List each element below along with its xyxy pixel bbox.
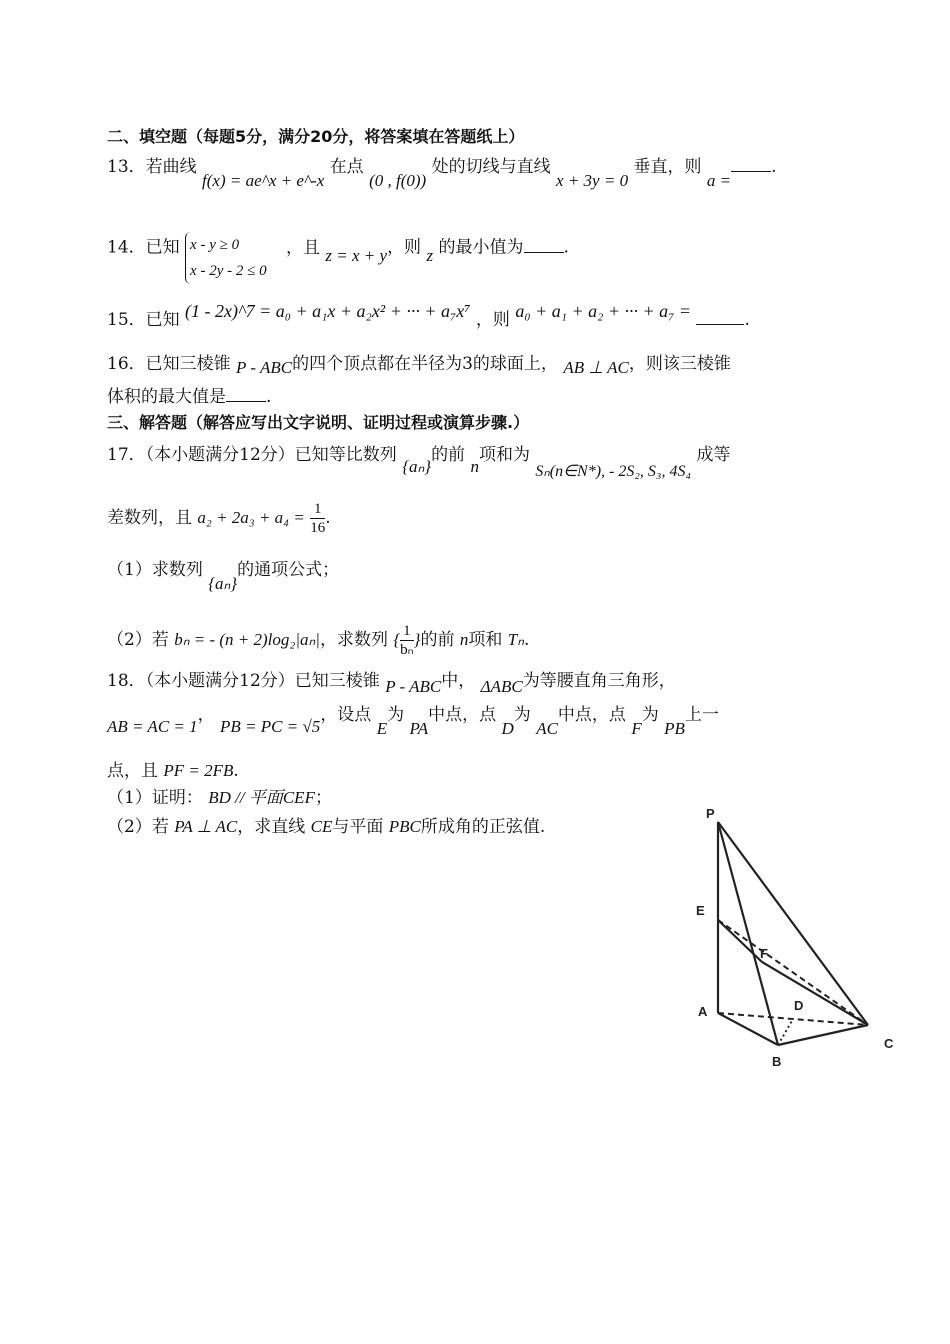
- q18-p2-text: （2）若: [107, 817, 169, 837]
- q17-p1-text: （1）求数列: [107, 560, 203, 580]
- q17-part-1: [107, 555, 340, 593]
- q17-text2: 的前: [431, 445, 466, 465]
- q18-text: （本小题满分12分）已知三棱锥: [145, 671, 380, 691]
- section-2-heading: 二、填空题（每题5分，满分20分，将答案填在答题纸上）: [107, 127, 525, 146]
- answer-blank: [696, 310, 744, 325]
- edge-ec-dashed: [718, 920, 868, 1025]
- q15-expansion: (1 - 2x)^7 = a₀ + a₁x + a₂x² + ··· + a₇x⁷: [185, 301, 471, 321]
- q18-text6: 为: [387, 705, 405, 725]
- q18-part-1: [107, 783, 332, 808]
- q14-constraints: [185, 232, 267, 284]
- label-f: F: [760, 946, 768, 961]
- q17-p2-frac-den: bₙ: [400, 642, 414, 658]
- q13-text4: 垂直，则: [633, 157, 702, 177]
- q17-p2-text2: ，求数列: [319, 630, 388, 650]
- answer-blank: [524, 238, 564, 253]
- q18-text8: 为: [513, 705, 531, 725]
- q17-text6: .: [325, 508, 331, 528]
- q17-p2-text: （2）若: [107, 630, 169, 650]
- edge-ef: [718, 920, 762, 962]
- label-e: E: [696, 903, 705, 918]
- edge-pc: [718, 822, 868, 1025]
- q14-text4: 的最小值为: [438, 237, 524, 258]
- q16-text2: 的四个顶点都在半径为3的球面上，: [292, 354, 558, 374]
- q18-text13: .: [233, 761, 239, 781]
- q17-n: n: [470, 457, 479, 476]
- q18-text4: ，: [197, 705, 215, 725]
- answer-blank: [731, 157, 771, 172]
- label-p: P: [706, 806, 715, 821]
- q18-ac: AC: [536, 719, 558, 738]
- q18-p1-bd: BD // 平面: [208, 788, 283, 807]
- q18-triangle: ΔABC: [480, 677, 523, 696]
- q13-function: f(x) = ae^x + e^-x: [202, 171, 325, 190]
- q17-p1-text2: 的通项公式；: [237, 560, 340, 580]
- q18-p2-text4: 所成角的正弦值.: [420, 817, 546, 837]
- q15-sum: a₀ + a₁ + a₂ + ··· + a₇ =: [515, 301, 692, 321]
- question-16: [107, 349, 731, 377]
- q14-constraint-2: x - 2y - 2 ≤ 0: [190, 263, 267, 279]
- q17-p2-text4: 项和: [468, 630, 503, 650]
- q17-text3: 项和为: [478, 445, 530, 465]
- q18-p1-end: ；: [314, 788, 332, 808]
- pyramid-figure: [690, 800, 910, 1080]
- q18-text7: 中点，点: [428, 705, 497, 725]
- q14-number: 14．: [107, 237, 146, 258]
- question-18: [107, 666, 676, 696]
- q15-text2: ，则: [475, 310, 510, 330]
- q16-text: 已知三棱锥: [145, 354, 231, 374]
- question-13: [107, 152, 777, 190]
- q18-p2-perp: PA ⊥ AC: [174, 817, 238, 836]
- q13-text: 若曲线: [145, 157, 197, 177]
- q17-frac-den: 16: [310, 520, 326, 536]
- q17-equation: a₂ + 2a₃ + a₄ =: [197, 508, 305, 527]
- q17-p2-text3: 的前: [420, 630, 455, 650]
- q18-pb: PB = PC = √5: [220, 717, 321, 736]
- q18-p1-cef: CEF: [282, 788, 315, 807]
- q18-d: D: [501, 719, 514, 738]
- q17-p2-end: .: [524, 630, 530, 650]
- q18-p2-pbc: PBC: [388, 817, 421, 836]
- q18-text5: ，设点: [320, 705, 372, 725]
- question-17-cont: [107, 500, 331, 537]
- q17-text5: 差数列，且: [107, 508, 192, 528]
- q17-p2-fraction: [400, 622, 413, 659]
- question-16-cont: [107, 382, 271, 407]
- q13-line: x + 3y = 0: [556, 171, 629, 190]
- edge-bc: [778, 1025, 868, 1045]
- q14-z-expr: z = x + y: [325, 245, 388, 265]
- q16-perp: AB ⊥ AC: [563, 358, 629, 377]
- q17-p2-bn: bₙ = - (n + 2)log₂|aₙ|: [174, 630, 320, 649]
- answer-blank: [226, 387, 266, 402]
- q18-text12: 点，且: [107, 761, 158, 781]
- q14-z: z: [426, 245, 434, 265]
- q16-text4: 体积的最大值是: [107, 387, 226, 407]
- q16-number: 16．: [107, 354, 146, 374]
- q18-pb-seg: PB: [664, 719, 685, 738]
- q18-f: F: [631, 719, 642, 738]
- question-18-cont: [107, 700, 719, 738]
- q17-p2-frac-num: 1: [400, 622, 413, 641]
- q13-point: (0 , f(0)): [369, 171, 427, 190]
- q15-text: 已知: [145, 310, 180, 330]
- q17-p2-tn: Tₙ: [507, 630, 525, 649]
- q18-p2-text2: ，求直线: [237, 817, 306, 837]
- q18-p2-text3: 与平面: [332, 817, 384, 837]
- q15-number: 15．: [107, 310, 146, 330]
- label-b: B: [772, 1054, 782, 1069]
- q14-text2: ，且: [286, 237, 320, 258]
- q18-e: E: [376, 719, 388, 738]
- q16-end: .: [266, 387, 272, 407]
- q17-part-2: （2）若 bₙ = - (n + 2)log₂|aₙ|，求数列 { $\frac{1}{\text{bₙ}}$ }的前 n项和 Tₙ.: [107, 623, 530, 658]
- q13-text2: 在点: [329, 157, 364, 177]
- q16-text3: ，则该三棱锥: [628, 354, 731, 374]
- q17-frac-num: 1: [310, 500, 325, 519]
- q17-p2-n: n: [459, 630, 469, 649]
- question-15: [107, 301, 750, 330]
- q18-p1-text: （1）证明：: [107, 788, 203, 808]
- q18-p2-ce: CE: [310, 817, 333, 836]
- q18-ab: AB = AC = 1: [107, 717, 198, 736]
- q18-text9: 中点，点: [557, 705, 626, 725]
- q17-sums: Sₙ(n∈N*), - 2S₂, S₃, 4S₄: [535, 463, 692, 480]
- q14-constraint-1: x - y ≥ 0: [190, 237, 240, 253]
- section-3-heading: 三、解答题（解答应写出文字说明、证明过程或演算步骤.）: [107, 413, 530, 432]
- label-d: D: [794, 998, 804, 1013]
- question-18-cont2: [107, 756, 239, 781]
- q17-seq: {aₙ}: [402, 457, 432, 476]
- q18-pa: PA: [409, 719, 429, 738]
- q18-pyramid: P - ABC: [385, 677, 442, 696]
- q17-p1-seq: {aₙ}: [208, 574, 238, 593]
- q18-text10: 为: [641, 705, 659, 725]
- q18-part-2: [107, 812, 545, 837]
- q18-number: 18．: [107, 671, 146, 691]
- q13-number: 13．: [107, 157, 146, 177]
- edge-fc: [762, 962, 868, 1025]
- q15-end: .: [744, 310, 750, 330]
- question-17: [107, 440, 731, 480]
- q17-number: 17．: [107, 445, 146, 465]
- q13-var: a =: [706, 171, 732, 190]
- label-a: A: [698, 1004, 708, 1019]
- q18-text3: 为等腰直角三角形，: [522, 671, 676, 691]
- q18-pf: PF = 2FB: [163, 761, 234, 780]
- q17-text: （本小题满分12分）已知等比数列: [145, 445, 397, 465]
- q13-end: .: [771, 157, 777, 177]
- label-c: C: [884, 1036, 894, 1051]
- q16-pyramid: P - ABC: [236, 358, 293, 377]
- q14-text3: ，则: [387, 237, 422, 258]
- q18-text2: 中，: [441, 671, 476, 691]
- q17-fraction: [310, 500, 325, 537]
- question-14: [107, 222, 569, 279]
- q14-end: .: [563, 237, 569, 258]
- q14-text: 已知: [145, 237, 180, 258]
- q17-text4: 成等: [696, 445, 731, 465]
- q13-text3: 处的切线与直线: [431, 157, 551, 177]
- edge-pb: [718, 822, 778, 1045]
- q18-text11: 上一: [684, 705, 719, 725]
